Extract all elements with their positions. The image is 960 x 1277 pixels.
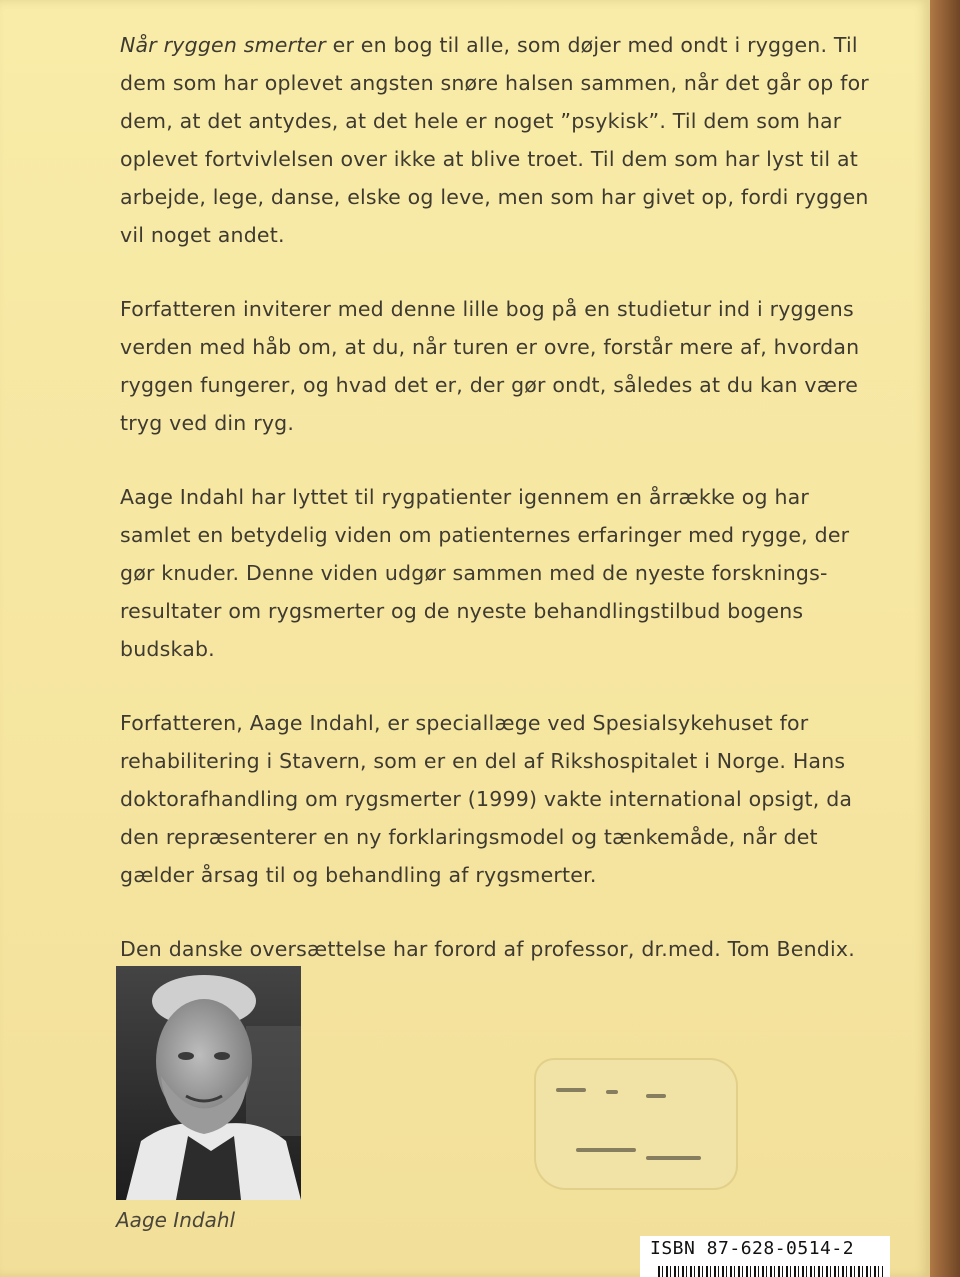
isbn-number: ISBN 87-628-0514-2 xyxy=(650,1238,855,1259)
paragraph-intro: Når ryggen smerter er en bog til alle, som døjer med ondt i ryggen. Til dem som har oplevet angsten snøre halsen sammen, når det går op for dem, at det antydes, at det hele er noget ”psykisk”. Til dem som har oplevet fortvivlelsen over ikke at blive troet. Til dem som har lyst til at arbejde, lege, danse, elske og leve, men som har givet op, fordi ryggen vil noget andet. xyxy=(120,33,869,247)
author-photo xyxy=(116,966,301,1200)
author-portrait-image xyxy=(116,966,301,1200)
photo-caption: Aage Indahl xyxy=(116,1208,236,1232)
paragraph-author-bio: Forfatteren, Aage Indahl, er speciallæge ved Spesialsykehuset for rehabilitering i Stavern, som er en del af Rikshospitalet i Norge. Hans doktorafhandling om rygsmerter (1999) vakte international opsigt, da den repræsenterer en ny forklaringsmodel og tænkemåde, når det gælder årsag til og behandling af rygsmerter. xyxy=(120,711,853,887)
price-sticker-residue xyxy=(536,1060,736,1188)
table-edge xyxy=(930,0,960,1277)
back-cover-text xyxy=(120,26,880,1004)
paragraph-author-knowledge: Aage Indahl har lyttet til rygpatienter igennem en årrække og har samlet en betydelig viden om patienternes erfaringer med rygge, der gør knuder. Denne viden udgør sammen med de nyeste forsknings-resultater om rygsmerter og de nyeste behandlingstilbud bogens budskab. xyxy=(120,485,850,661)
isbn-barcode-label xyxy=(640,1236,890,1277)
barcode xyxy=(658,1266,883,1277)
paragraph-invitation: Forfatteren inviterer med denne lille bog på en studietur ind i ryggens verden med håb om, at du, når turen er ovre, forstår mere af, hvordan ryggen fungerer, og hvad det er, der gør ondt, således at du kan være tryg ved din ryg. xyxy=(120,297,860,435)
book-title-italic: Når ryggen smerter xyxy=(120,33,326,57)
paragraph-foreword: Den danske oversættelse har forord af professor, dr.med. Tom Bendix. xyxy=(120,937,855,961)
